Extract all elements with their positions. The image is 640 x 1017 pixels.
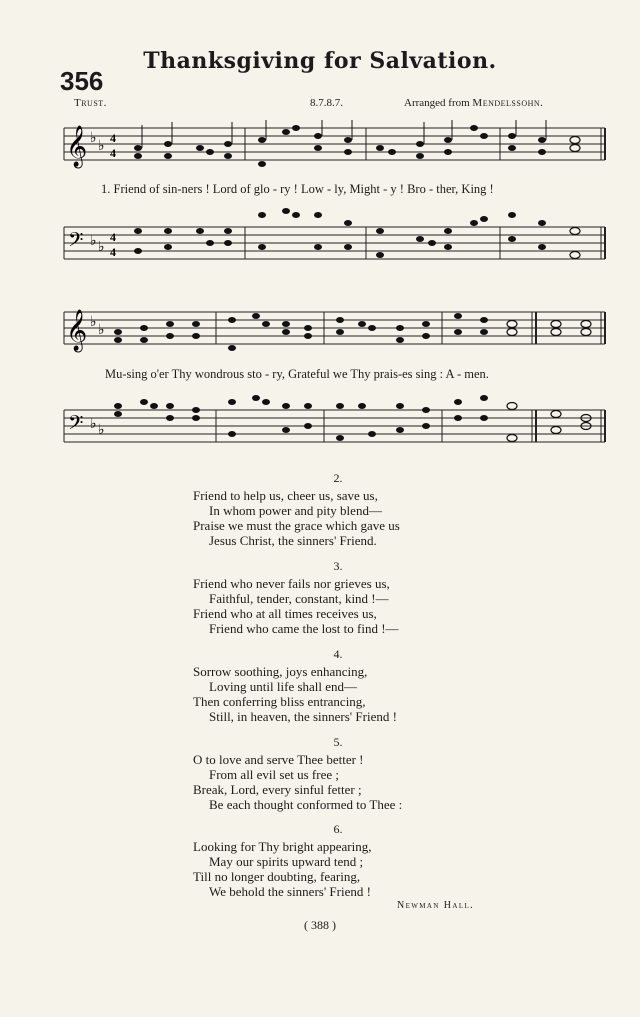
tune-name: Trust. xyxy=(74,97,107,109)
author-credit: Newman Hall. xyxy=(397,900,475,911)
svg-text:♭: ♭ xyxy=(90,130,97,146)
svg-text:4: 4 xyxy=(110,131,116,145)
stanza-3 xyxy=(193,559,483,636)
stanza-line: In whom power and pity blend— xyxy=(209,503,382,518)
stanza-line: Jesus Christ, the sinners' Friend. xyxy=(209,533,377,548)
svg-text:♭: ♭ xyxy=(98,322,105,338)
page-number: ( 388 ) xyxy=(304,918,336,932)
stanza-line: Friend to help us, cheer us, save us, xyxy=(193,488,378,503)
stanza-line: From all evil set us free ; xyxy=(209,767,339,782)
svg-text:♭: ♭ xyxy=(90,314,97,330)
svg-text:𝄢: 𝄢 xyxy=(68,411,84,439)
stanza-line: We behold the sinners' Friend ! xyxy=(209,884,371,899)
hymn-number: 356 xyxy=(60,66,104,96)
stanza-line: Friend who at all times receives us, xyxy=(193,606,377,621)
stanza-number: 2. xyxy=(333,471,343,485)
stanza-line: Till no longer doubting, fearing, xyxy=(193,869,361,884)
svg-text:♭: ♭ xyxy=(98,239,105,255)
svg-text:4: 4 xyxy=(110,245,116,259)
stanza-2 xyxy=(193,471,483,548)
stanza-line: Faithful, tender, constant, kind !— xyxy=(209,591,389,606)
stanza-line: O to love and serve Thee better ! xyxy=(193,752,364,767)
stanza-number: 5. xyxy=(333,735,343,749)
stanza-number: 4. xyxy=(333,647,343,661)
svg-text:𝄞: 𝄞 xyxy=(66,310,88,351)
stanza-5 xyxy=(193,735,483,812)
system2-treble-staff xyxy=(60,302,610,362)
stanza-line: Be each thought conformed to Thee : xyxy=(209,797,403,812)
stanza-line: Friend who came the lost to find !— xyxy=(209,621,399,636)
meter: 8.7.8.7. xyxy=(310,97,343,109)
svg-text:♭: ♭ xyxy=(90,416,97,432)
stanza-4 xyxy=(193,647,483,724)
system1-bass-staff xyxy=(60,205,610,270)
stanza-line: Sorrow soothing, joys enhancing, xyxy=(193,664,368,679)
stanza-line: Still, in heaven, the sinners' Friend ! xyxy=(209,709,397,724)
system1-treble-staff xyxy=(60,120,610,175)
stanza-number: 6. xyxy=(333,822,343,836)
stanza-line: Loving until life shall end— xyxy=(209,679,358,694)
svg-text:4: 4 xyxy=(110,230,116,244)
composer-name: Mendelssohn. xyxy=(472,97,544,109)
arrangement-credit xyxy=(404,97,543,109)
stanza-line: Friend who never fails nor grieves us, xyxy=(193,576,390,591)
stanza-line: Praise we must the grace which gave us xyxy=(193,518,400,533)
stanza-line: Looking for Thy bright appearing, xyxy=(193,839,372,854)
stanza-line: Then conferring bliss entrancing, xyxy=(193,694,366,709)
lyrics-line-2: Mu-sing o'er Thy wondrous sto - ry, Grateful we Thy prais-es sing : A - men. xyxy=(105,367,489,381)
svg-text:♭: ♭ xyxy=(98,422,105,438)
svg-text:4: 4 xyxy=(110,146,116,160)
svg-text:𝄢: 𝄢 xyxy=(68,228,84,256)
stanza-line: May our spirits upward tend ; xyxy=(209,854,364,869)
arrangement-prefix: Arranged from xyxy=(404,97,470,109)
svg-text:♭: ♭ xyxy=(98,138,105,154)
stanza-line: Break, Lord, every sinful fetter ; xyxy=(193,782,362,797)
hymn-title: Thanksgiving for Salvation. xyxy=(143,48,497,74)
system2-bass-staff xyxy=(60,388,610,453)
lyrics-line-1: 1. Friend of sin-ners ! Lord of glo - ry ! Low - ly, Might - y ! Bro - ther, King ! xyxy=(101,182,494,196)
stanza-number: 3. xyxy=(333,559,343,573)
svg-text:𝄞: 𝄞 xyxy=(66,126,88,167)
stanza-6 xyxy=(193,822,483,899)
svg-text:♭: ♭ xyxy=(90,233,97,249)
